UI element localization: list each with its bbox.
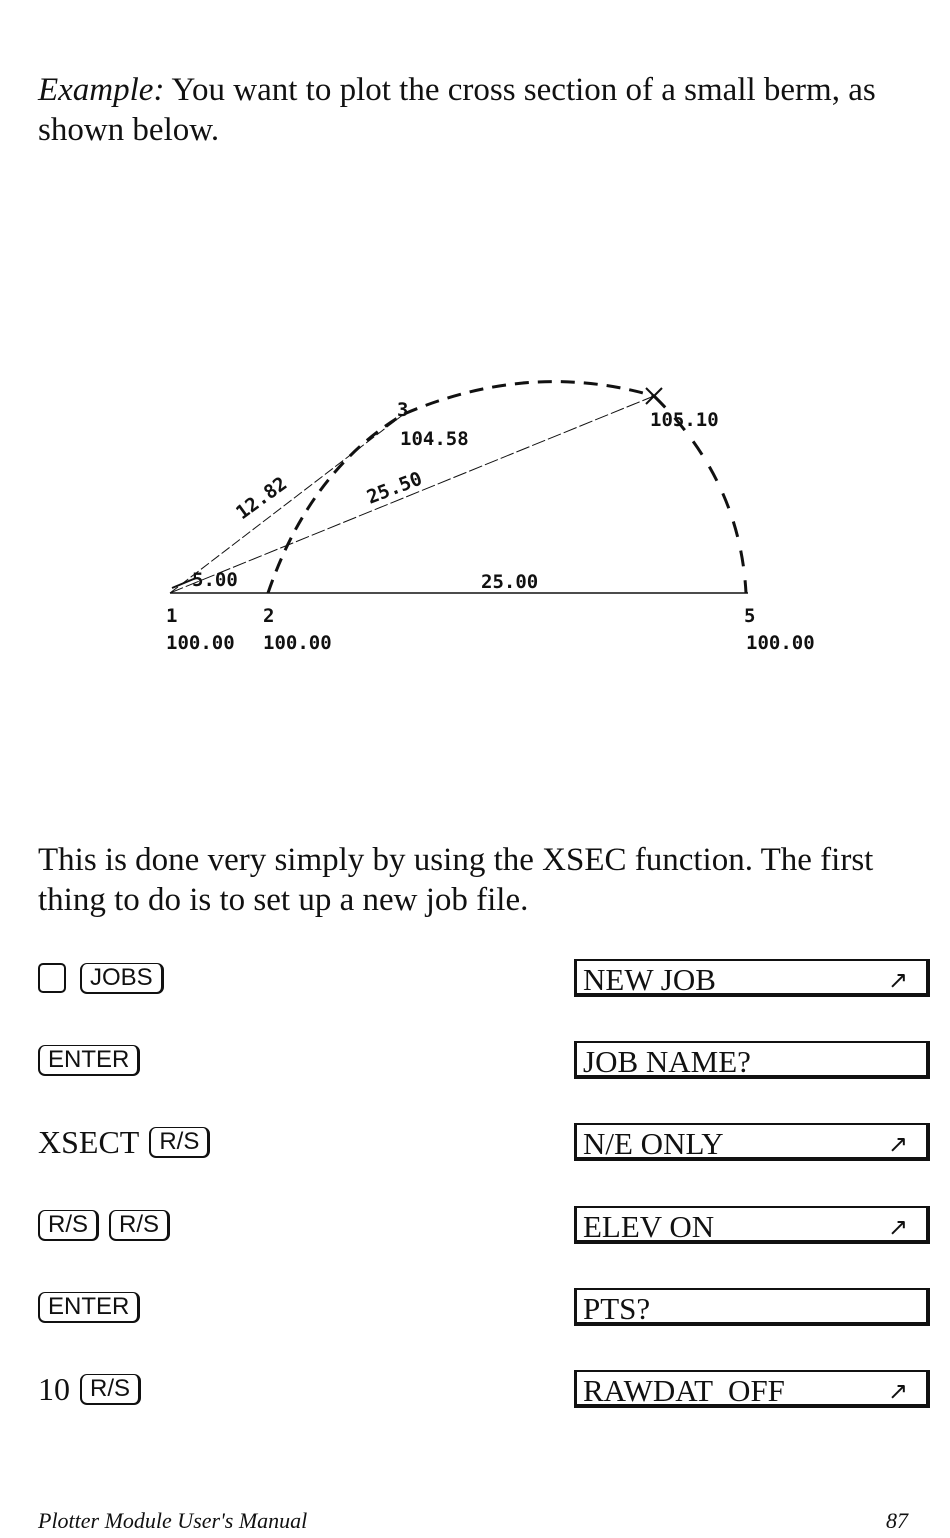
dashed-arc — [268, 382, 654, 593]
point-3-number: 3 — [397, 399, 409, 421]
calculator-display — [574, 1041, 930, 1079]
calculator-display — [574, 1206, 930, 1244]
calculator-key: R/S — [80, 1374, 141, 1405]
distance-1-3: 12.82 — [232, 472, 292, 525]
calculator-display — [574, 1123, 930, 1161]
berm-cross-section-figure — [0, 0, 950, 700]
intro-text: You want to plot the cross section of a small berm, as shown below. — [38, 72, 876, 148]
footer-manual-title: Plotter Module User's Manual — [38, 1508, 308, 1533]
example-label: Example: — [38, 72, 165, 108]
point-3-elev: 104.58 — [400, 428, 469, 450]
calculator-key: R/S — [109, 1210, 170, 1241]
shift-key-icon — [38, 963, 66, 993]
point-5-elev: 100.00 — [746, 632, 815, 654]
point-2-number: 2 — [263, 605, 275, 627]
calculator-key: ENTER — [38, 1045, 140, 1076]
keystroke-row — [38, 1369, 558, 1409]
calculator-key: JOBS — [80, 963, 164, 994]
keystroke-row — [38, 1205, 558, 1245]
calculator-key: R/S — [38, 1210, 99, 1241]
keystroke-entry: XSECT — [38, 1124, 140, 1160]
keystroke-row — [38, 1040, 558, 1080]
calculator-key: R/S — [149, 1127, 210, 1158]
distance-1-5: 25.00 — [481, 571, 539, 593]
display-text: NEW JOB — [583, 962, 716, 997]
point-4-marker — [646, 388, 662, 404]
display-text: ELEV ON — [583, 1209, 715, 1244]
distance-1-2: 5.00 — [192, 569, 238, 591]
setup-paragraph: This is done very simply by using the XSEC function. The first thing to do is to set up a new job file. — [38, 842, 874, 918]
more-arrow-icon: ↗ — [887, 1377, 908, 1405]
point-5-number: 5 — [744, 605, 756, 627]
page-number: 87 — [886, 1508, 908, 1533]
distance-1-4: 25.50 — [363, 467, 426, 509]
display-text: RAWDAT OFF — [583, 1373, 785, 1408]
point-1-elev: 100.00 — [166, 632, 235, 654]
calculator-key: ENTER — [38, 1292, 140, 1323]
display-text: PTS? — [583, 1291, 651, 1326]
keystroke-row — [38, 1122, 558, 1162]
line-1-4 — [170, 396, 654, 593]
keystroke-row — [38, 1287, 558, 1327]
point-4-elev: 105.10 — [650, 409, 719, 431]
display-text: JOB NAME? — [583, 1044, 751, 1079]
more-arrow-icon: ↗ — [887, 1130, 908, 1158]
point-2-elev: 100.00 — [263, 632, 332, 654]
more-arrow-icon: ↗ — [887, 966, 908, 994]
keystroke-entry: 10 — [38, 1371, 70, 1407]
keystroke-row — [38, 958, 558, 998]
calculator-display — [574, 1288, 930, 1326]
more-arrow-icon: ↗ — [887, 1213, 908, 1241]
calculator-display — [574, 1370, 930, 1408]
point-1-number: 1 — [166, 605, 178, 627]
calculator-display — [574, 959, 930, 997]
display-text: N/E ONLY — [583, 1126, 724, 1161]
